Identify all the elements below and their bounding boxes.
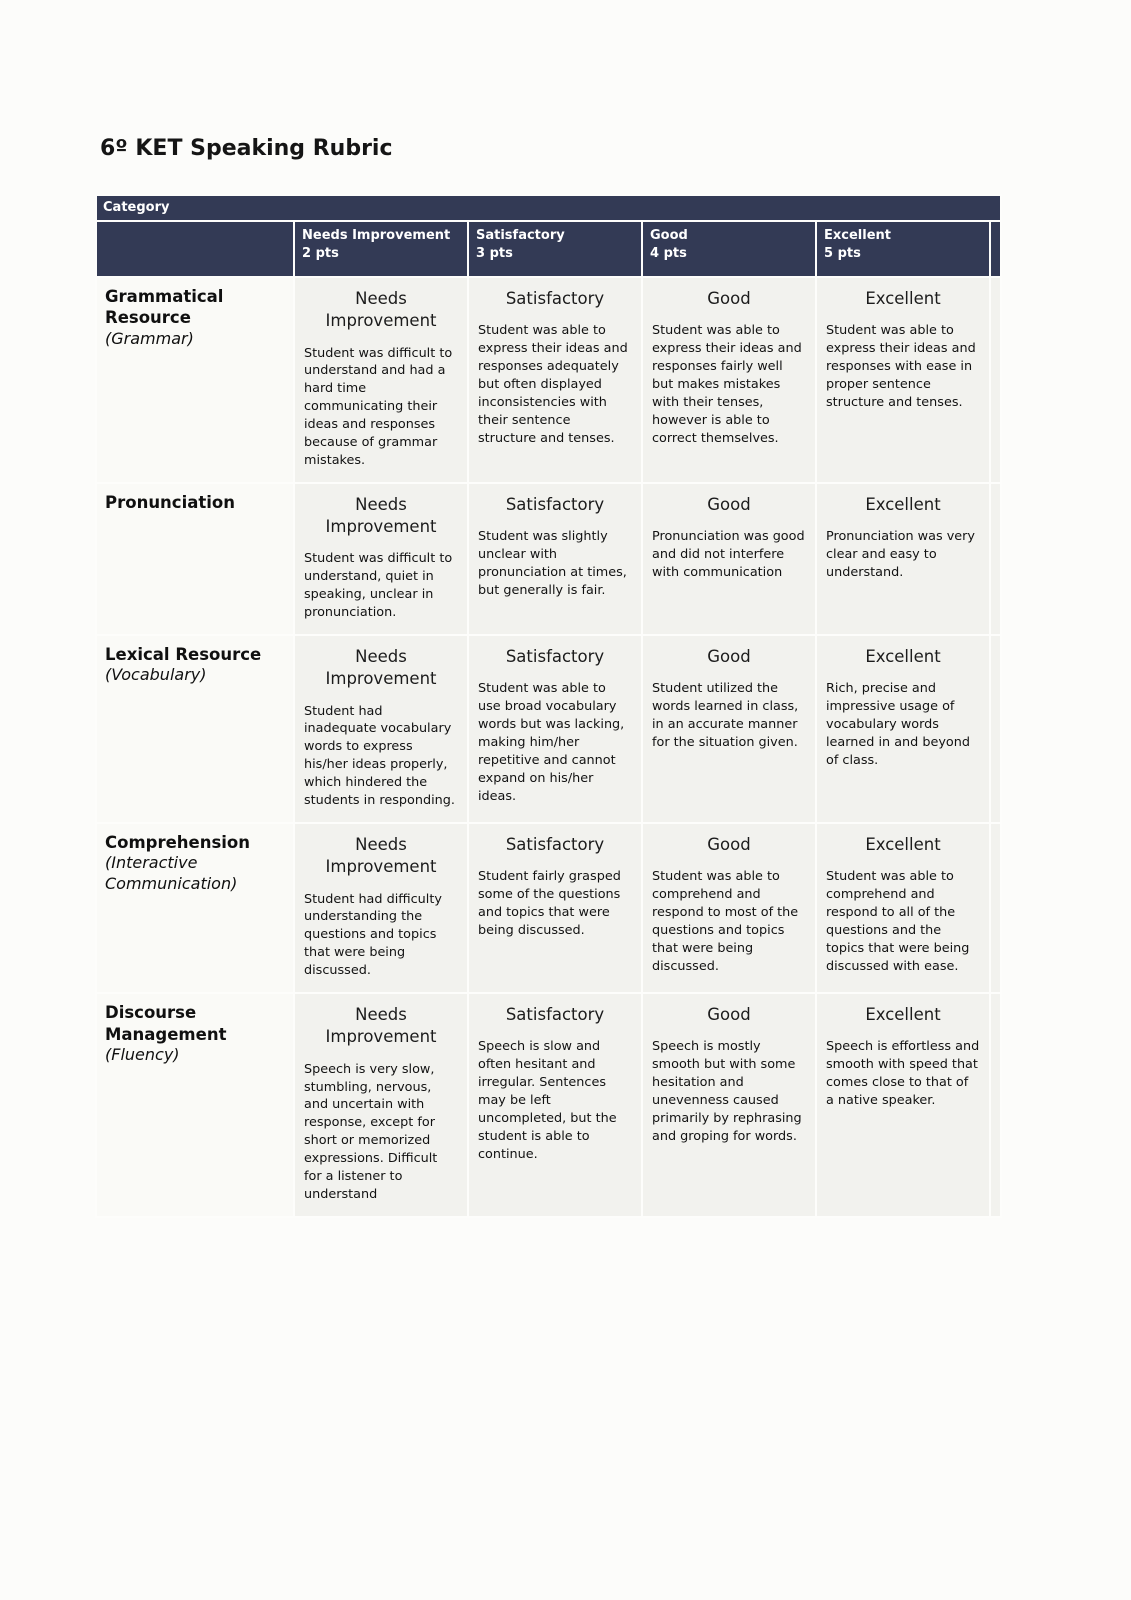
category-title: Lexical Resource	[105, 645, 262, 665]
rating-cell	[817, 636, 989, 822]
rating-cell	[643, 824, 815, 992]
rating-heading: Good	[707, 494, 751, 514]
rating-heading: Needs Improvement	[325, 835, 437, 877]
rating-description: Student had inadequate vocabulary words to express his/her ideas properly, which hindered the students in responding.	[304, 703, 455, 809]
column-label: Satisfactory	[476, 228, 565, 243]
rating-cell	[817, 994, 989, 1216]
edge-cell	[991, 278, 1000, 482]
rating-cell	[469, 636, 641, 822]
rating-description: Student utilized the words learned in class, in an accurate manner for the situation given.	[652, 681, 799, 751]
rating-description: Speech is slow and often hesitant and irregular. Sentences may be left uncompleted, but the student is able to continue.	[478, 1039, 617, 1162]
rating-description: Rich, precise and impressive usage of vocabulary words learned in and beyond of class.	[826, 681, 970, 768]
rating-heading: Good	[707, 835, 751, 854]
rating-cell	[295, 278, 467, 482]
corner-cell	[97, 222, 293, 276]
rating-heading: Excellent	[865, 1005, 941, 1025]
rating-heading: Satisfactory	[505, 835, 605, 854]
edge-cell	[991, 484, 1000, 634]
column-points: 2 pts	[302, 245, 339, 261]
rating-cell	[817, 824, 989, 992]
rating-heading: Satisfactory	[505, 647, 605, 667]
rating-description: Student was able to comprehend and respond to all of the questions and the topics that were being discussed with ease.	[826, 869, 970, 974]
rating-heading: Good	[707, 289, 751, 308]
rating-cell	[643, 636, 815, 822]
rubric-row-discourse-management	[97, 994, 1000, 1216]
column-points: 5 pts	[824, 245, 861, 261]
rating-heading: Satisfactory	[505, 494, 605, 514]
category-title: Pronunciation	[105, 492, 236, 512]
category-cell	[97, 636, 293, 822]
rating-heading: Needs Improvement	[325, 289, 437, 331]
column-label: Good	[650, 228, 688, 243]
category-cell	[97, 994, 293, 1216]
category-banner-row	[97, 196, 1000, 220]
rating-heading: Needs Improvement	[325, 494, 437, 537]
category-title: Discourse Management	[105, 1003, 227, 1044]
column-points: 3 pts	[476, 245, 513, 261]
column-points: 4 pts	[650, 245, 687, 261]
column-header-needs-improvement	[295, 222, 467, 276]
column-header-satisfactory	[469, 222, 641, 276]
rating-heading: Satisfactory	[505, 1005, 605, 1025]
rating-description: Pronunciation was very clear and easy to understand.	[826, 529, 975, 580]
rating-cell	[469, 278, 641, 482]
rating-cell	[817, 278, 989, 482]
rating-heading: Needs Improvement	[325, 647, 437, 689]
rubric-row-pronunciation	[97, 484, 1000, 634]
rating-heading: Excellent	[865, 289, 941, 308]
category-subtitle: (Interactive Communication)	[105, 853, 238, 894]
rating-heading: Excellent	[865, 494, 941, 514]
rating-heading: Good	[707, 647, 751, 667]
rating-description: Speech is very slow, stumbling, nervous, and uncertain with response, except for short or memorized expressions. Difficult for a listener to understand	[304, 1061, 438, 1202]
rating-description: Student fairly grasped some of the questions and topics that were being discussed.	[478, 869, 621, 938]
rating-description: Student was difficult to understand and had a hard time communicating their ideas and responses because of grammar mistakes.	[304, 345, 453, 468]
rating-cell	[295, 484, 467, 634]
rating-cell	[295, 824, 467, 992]
rating-description: Student was able to express their ideas and responses fairly well but makes mistakes with their tenses, however is able to correct themselves.	[652, 323, 802, 446]
rating-description: Student was slightly unclear with pronunciation at times, but generally is fair.	[478, 529, 627, 598]
edge-cell	[991, 994, 1000, 1216]
rating-heading: Excellent	[865, 835, 941, 854]
rating-heading: Needs Improvement	[325, 1005, 437, 1047]
rating-cell	[469, 994, 641, 1216]
rating-description: Student was able to comprehend and respond to most of the questions and topics that were being discussed.	[652, 869, 799, 974]
category-cell	[97, 484, 293, 634]
edge-cell	[991, 222, 1000, 276]
rating-description: Pronunciation was good and did not interfere with communication	[652, 529, 805, 580]
rubric-row-grammatical-resource	[97, 278, 1000, 482]
rating-cell	[295, 636, 467, 822]
rubric-row-comprehension	[97, 824, 1000, 992]
category-cell	[97, 824, 293, 992]
column-header-good	[643, 222, 815, 276]
page-title: 6º KET Speaking Rubric	[100, 136, 393, 161]
rating-heading: Excellent	[865, 647, 941, 667]
category-subtitle: (Vocabulary)	[105, 665, 207, 685]
category-title: Comprehension	[105, 833, 251, 852]
category-cell	[97, 278, 293, 482]
rating-heading: Satisfactory	[505, 289, 605, 308]
rubric-row-lexical-resource	[97, 636, 1000, 822]
rubric-table	[95, 194, 1002, 1218]
rating-description: Student was difficult to understand, quiet in speaking, unclear in pronunciation.	[304, 551, 453, 621]
rating-cell	[817, 484, 989, 634]
rating-cell	[643, 484, 815, 634]
rating-cell	[295, 994, 467, 1216]
rating-cell	[643, 994, 815, 1216]
rating-description: Student was able to use broad vocabulary words but was lacking, making him/her repetitive and cannot expand on his/her ideas.	[478, 681, 625, 804]
rating-heading: Good	[707, 1005, 751, 1025]
column-header-excellent	[817, 222, 989, 276]
category-title: Grammatical Resource	[105, 287, 224, 328]
column-header-row	[97, 222, 1000, 276]
rating-description: Student was able to express their ideas and responses adequately but often displayed inconsistencies with their sentence structure and tenses.	[478, 323, 628, 446]
column-label: Excellent	[824, 228, 891, 243]
rating-cell	[469, 824, 641, 992]
category-subtitle: (Grammar)	[105, 328, 194, 348]
edge-cell	[991, 636, 1000, 822]
rating-description: Student was able to express their ideas and responses with ease in proper sentence structure and tenses.	[826, 323, 976, 410]
edge-cell	[991, 824, 1000, 992]
category-header: Category	[97, 196, 1000, 220]
rating-cell	[469, 484, 641, 634]
category-subtitle: (Fluency)	[105, 1044, 180, 1064]
rating-description: Speech is mostly smooth but with some hesitation and unevenness caused primarily by rephrasing and groping for words.	[652, 1039, 802, 1144]
rating-description: Student had difficulty understanding the questions and topics that were being discussed.	[304, 891, 442, 979]
column-label: Needs Improvement	[302, 228, 451, 243]
rating-cell	[643, 278, 815, 482]
rating-description: Speech is effortless and smooth with speed that comes close to that of a native speaker.	[826, 1039, 980, 1109]
